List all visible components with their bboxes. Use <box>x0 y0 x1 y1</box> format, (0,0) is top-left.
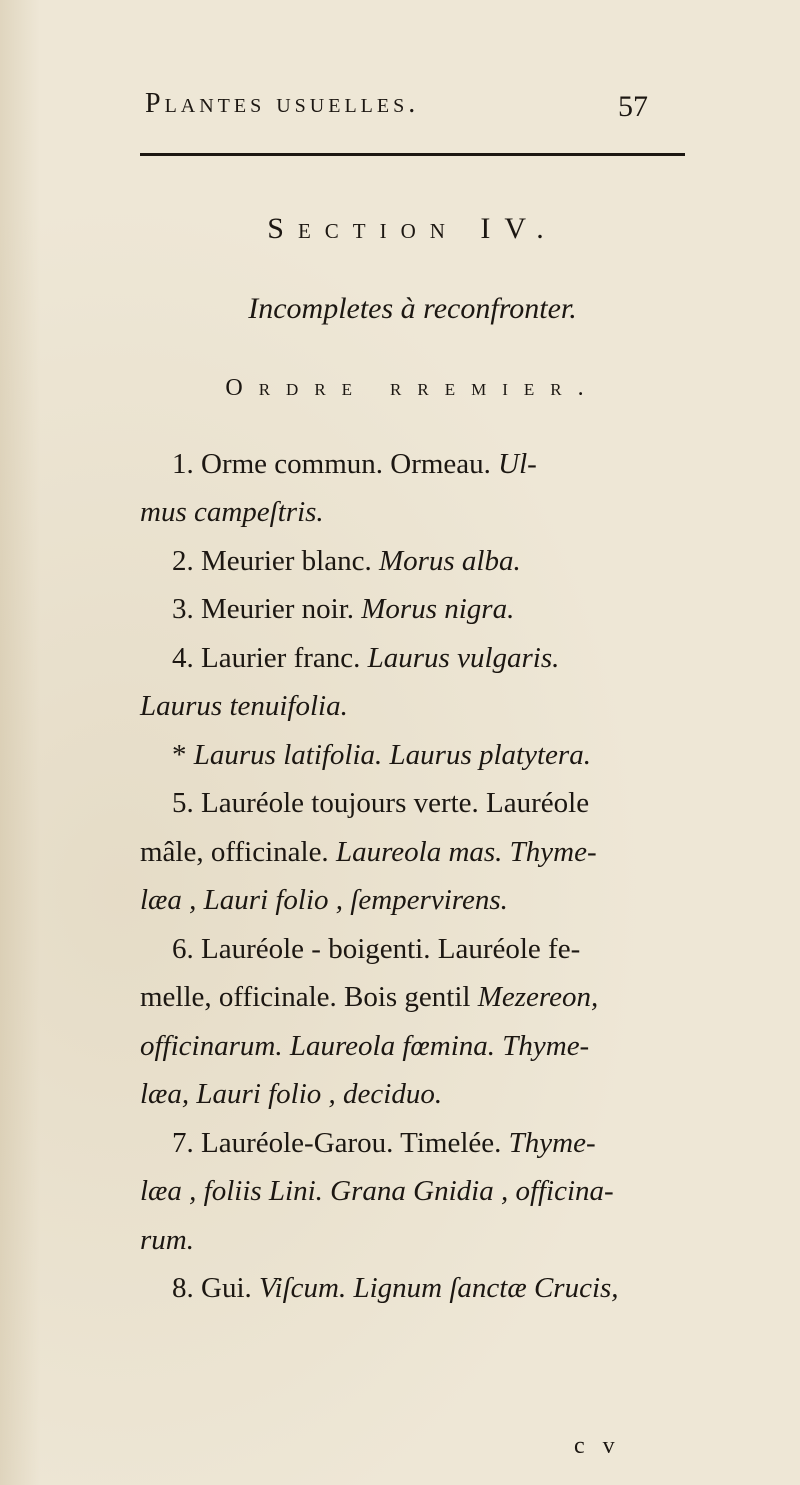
running-head: Plantes usuelles. <box>145 88 420 119</box>
text-line: 8. Gui. Viſcum. Lignum ſanctæ Crucis, <box>172 1272 619 1304</box>
text-line: mus campeſtris. <box>140 496 324 528</box>
text-line: 6. Lauréole - boigenti. Lauréole fe- <box>172 933 581 965</box>
text-line: melle, officinale. Bois gentil Mezereon, <box>140 981 599 1013</box>
text-line: rum. <box>140 1224 194 1256</box>
text-line: 5. Lauréole toujours verte. Lauréole <box>172 787 590 819</box>
text-line: læa , foliis Lini. Grana Gnidia , officina- <box>140 1175 614 1207</box>
text-line: * Laurus latifolia. Laurus platytera. <box>172 739 591 771</box>
section-subtitle: Incompletes à reconfronter. <box>248 292 577 325</box>
text-line: 4. Laurier franc. Laurus vulgaris. <box>172 642 560 674</box>
text-line: 2. Meurier blanc. Morus alba. <box>172 545 521 577</box>
section-title: Section IV. <box>267 212 558 245</box>
signature-mark: c v <box>574 1433 621 1459</box>
text-line: 1. Orme commun. Ormeau. Ul- <box>172 448 537 480</box>
text-line: officinarum. Laureola fœmina. Thyme- <box>140 1030 590 1062</box>
text-line: Laurus tenuifolia. <box>140 690 348 722</box>
text-line: læa , Lauri folio , ſempervirens. <box>140 884 508 916</box>
header-rule <box>140 153 685 156</box>
text-line: mâle, officinale. Laureola mas. Thyme- <box>140 836 597 868</box>
text-line: 3. Meurier noir. Morus nigra. <box>172 593 515 625</box>
text-line: 7. Lauréole-Garou. Timelée. Thyme- <box>172 1127 596 1159</box>
text-line: læa, Lauri folio , deciduo. <box>140 1078 443 1110</box>
ordre-heading: Ordre rremier. <box>225 375 600 401</box>
page-number: 57 <box>618 90 648 123</box>
